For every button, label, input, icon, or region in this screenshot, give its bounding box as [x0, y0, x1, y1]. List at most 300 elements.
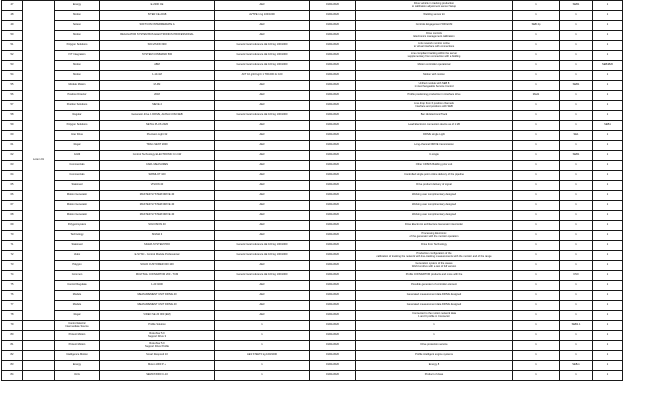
spec-cell: AE3 [215, 181, 310, 191]
qty-cell-3: 1 [593, 371, 623, 381]
qty-cell-1: 1 [513, 161, 560, 171]
table-row [2, 71, 653, 81]
qty-cell-3: 1 [593, 311, 623, 321]
remark-cell: Working user complimentary designed [356, 191, 513, 201]
company-cell: Motion [55, 61, 100, 71]
qty-cell-2: 1 [560, 101, 593, 111]
table-row [2, 61, 653, 71]
product-cell: MASTER SYSTEM DRIVE 40 [100, 191, 215, 201]
qty-cell-2: 1 [560, 221, 593, 231]
product-cell: VISION 40 [100, 181, 215, 191]
qty-cell-2: 1 [560, 111, 593, 121]
row-number-cell: 67 [2, 201, 23, 211]
date-cell: 01/01/2020 [310, 71, 356, 81]
remark-cell: Product of class [356, 371, 513, 381]
row-number-cell: 61 [2, 141, 23, 151]
qty-cell-1: 1 [513, 211, 560, 221]
remark-cell: Lead Electronic connection device as of 1 kB [356, 121, 513, 131]
row-number-cell: 62 [2, 151, 23, 161]
company-cell: Regular [55, 111, 100, 121]
table-row [2, 31, 653, 41]
company-cell: Control Regulate [55, 281, 100, 291]
table-row [2, 311, 653, 321]
product-cell: REGULATOR SYSTEM BUS ELECTRONICS PROFESSIONAL [100, 31, 215, 41]
table-row [2, 321, 653, 331]
qty-cell-3: 1 [593, 41, 623, 51]
spec-cell: AE3 [215, 171, 310, 181]
qty-cell-2: 1 [560, 51, 593, 61]
spec-cell: AE3 [215, 121, 310, 131]
table-row [2, 331, 653, 341]
qty-cell-2: 1 [560, 241, 593, 251]
remark-cell: Generation system of the weave World at drive with a test of full version [356, 261, 513, 271]
qty-cell-3: 1 [593, 71, 623, 81]
qty-cell-1: 1 [513, 1, 560, 11]
spec-cell: AE3 [215, 221, 310, 231]
qty-cell-2: 1 [560, 21, 593, 31]
remark-cell: Profile positioning production in interface drive [356, 91, 513, 101]
qty-cell-3: 1 [593, 291, 623, 301]
company-cell: Motion Generator [55, 191, 100, 201]
group-empty-cell [23, 351, 55, 361]
date-cell: 01/01/2020 [310, 271, 356, 281]
row-number-cell: 66 [2, 191, 23, 201]
product-cell: VIDEO SE 20 000 (EM) [100, 311, 215, 321]
spec-cell: Generic local reference AE 100 kg 100/1000 [215, 111, 310, 121]
product-cell: Rule-flow 5.0 Support Drive Profile [100, 341, 215, 351]
qty-cell-3: 1 [593, 101, 623, 111]
spec-cell: Generic local reference AE 100 kg 100/1000 [215, 271, 310, 281]
qty-cell-2: 1 [560, 161, 593, 171]
spec-cell: AE3 STEM 5 kg 100/1000 [215, 351, 310, 361]
spec-cell: AE3 [215, 141, 310, 151]
spec-cell: AE3 [215, 201, 310, 211]
qty-cell-2: SE1 [560, 131, 593, 141]
qty-cell-2: 1 [560, 191, 593, 201]
date-cell: 01/01/2020 [310, 181, 356, 191]
qty-cell-2: 1 [560, 91, 593, 101]
row-number-cell: 50 [2, 31, 23, 41]
table-row [2, 351, 653, 361]
company-cell: Commercials [55, 161, 100, 171]
spec-cell: AE3 [215, 311, 310, 321]
qty-cell-3: 1 [593, 211, 623, 221]
date-cell: 01/01/2020 [310, 251, 356, 261]
qty-cell-1: 1 [513, 281, 560, 291]
qty-cell-1: 1 [513, 61, 560, 71]
company-cell: Energy [55, 361, 100, 371]
product-cell: Rule-flow 5.0 Support Drive 3 [100, 331, 215, 341]
table-row [2, 291, 653, 301]
product-cell: SYSTEM COMMAND 500 [100, 51, 215, 61]
product-cell: M-4M [100, 81, 215, 91]
row-number-cell: 80 [2, 331, 23, 341]
qty-cell-2: 1 [560, 311, 593, 321]
qty-cell-1: 1 [513, 81, 560, 91]
company-cell: Control Electric Intermediate Source [55, 321, 100, 331]
product-cell: 2018 [100, 91, 215, 101]
date-cell: 01/01/2020 [310, 171, 356, 181]
qty-cell-2: 1 [560, 251, 593, 261]
product-cell: ABM [100, 61, 215, 71]
date-cell: 01/01/2020 [310, 281, 356, 291]
table-row [2, 161, 653, 171]
date-cell: 01/01/2020 [310, 61, 356, 71]
spec-cell: AE3 [215, 91, 310, 101]
spec-cell: AE3 [215, 21, 310, 31]
qty-cell-3: 1 [593, 181, 623, 191]
qty-cell-3: 1 [593, 361, 623, 371]
qty-cell-2: 1 [560, 291, 593, 301]
row-number-cell: 49 [2, 21, 23, 31]
qty-cell-3: 1 [593, 351, 623, 361]
qty-cell-3: 1 [593, 131, 623, 141]
company-cell: Position Solutions [55, 101, 100, 111]
date-cell: 01/01/2020 [310, 91, 356, 101]
group-empty-cell [23, 371, 55, 381]
row-number-cell: 75 [2, 281, 23, 291]
qty-cell-1: 1 [513, 51, 560, 61]
date-cell: 01/01/2020 [310, 371, 356, 381]
qty-cell-1: 1 [513, 371, 560, 381]
qty-cell-3: 1 [593, 321, 623, 331]
spec-cell: AE3 [215, 151, 310, 161]
date-cell: 01/01/2020 [310, 201, 356, 211]
company-cell: Polygon/system [55, 221, 100, 231]
remark-cell: In single [356, 151, 513, 161]
date-cell: 01/01/2020 [310, 351, 356, 361]
qty-cell-2: 1 [560, 371, 593, 381]
group-empty-cell [23, 341, 55, 351]
date-cell: 01/01/2020 [310, 121, 356, 131]
company-cell: IVT Integration [55, 51, 100, 61]
spec-cell: 1 [215, 341, 310, 351]
spec-cell: 1 [215, 361, 310, 371]
qty-cell-3: 1 [593, 191, 623, 201]
qty-cell-1: 1 [513, 331, 560, 341]
table-row [2, 51, 653, 61]
table-row [2, 111, 653, 121]
row-number-cell: 77 [2, 301, 23, 311]
table-row [2, 171, 653, 181]
qty-cell-2: 1 [560, 351, 593, 361]
row-number-cell: 78 [2, 311, 23, 321]
qty-cell-3: SEB4820 [593, 61, 623, 71]
qty-cell-2: 1 [560, 121, 593, 131]
product-cell: MASTER SYSTEM DRIVE 40 [100, 201, 215, 211]
company-cell: Soleon [55, 21, 100, 31]
row-number-cell: 54 [2, 71, 23, 81]
remark-cell: Line drop from 6 position channels Interface and positions with SEB [356, 101, 513, 111]
company-cell: Energy [55, 1, 100, 11]
table-row [2, 241, 653, 251]
product-cell: SOFTCOM INTERMEDIATE A [100, 21, 215, 31]
row-number-cell: 83 [2, 361, 23, 371]
qty-cell-3: 1 [593, 111, 623, 121]
remark-cell: Profile intelligent engine systems [356, 351, 513, 361]
row-number-cell: 64 [2, 171, 23, 181]
spec-cell: AE3 [215, 161, 310, 171]
spec-cell: AE3 [215, 1, 310, 11]
group-empty-cell [23, 361, 55, 371]
product-cell: SWIMLOT 100 [100, 171, 215, 181]
qty-cell-2: 1 [560, 331, 593, 341]
product-cell: SEMAT-5000 C-10 [100, 371, 215, 381]
company-cell: Protect Motion [55, 341, 100, 351]
product-cell: Precision Light 32 [100, 131, 215, 141]
qty-cell-3: 1 [593, 201, 623, 211]
qty-cell-1: 1 [513, 201, 560, 211]
qty-cell-2: 1 [560, 31, 593, 41]
date-cell: 01/01/2020 [310, 221, 356, 231]
qty-cell-3: 1 [593, 241, 623, 251]
qty-cell-2: 1 [560, 41, 593, 51]
date-cell: 01/01/2020 [310, 211, 356, 221]
remark-cell: Controlled single point online delivery of the pipeline [356, 171, 513, 181]
product-cell: SIEVE 2 [100, 101, 215, 111]
remark-cell: Other CRISIS Building prior exit [356, 161, 513, 171]
date-cell: 01/01/2020 [310, 131, 356, 141]
remark-cell: Drive protection service [356, 341, 513, 351]
remark-cell: Drive vehicle in tracking production to calibration adjustment sensor Setup [356, 1, 513, 11]
qty-cell-1: 1 [513, 71, 560, 81]
spec-cell: 1 [215, 321, 310, 331]
qty-cell-3: 1 [593, 261, 623, 271]
remark-cell: Bar 1E ElectronicTrack [356, 111, 513, 121]
qty-cell-1: 1 [513, 361, 560, 371]
company-cell: Polygon Solutions [55, 121, 100, 131]
product-cell: NETAL PLUS 2020 [100, 121, 215, 131]
date-cell: 01/01/2020 [310, 311, 356, 321]
product-cell: Control Technology ELECTRONIC 0.1 kW [100, 151, 215, 161]
product-cell: E-SYNC - Control Module Professional [100, 251, 215, 261]
qty-cell-2: 1 [560, 11, 593, 21]
product-cell: Smart Respond 10 [100, 351, 215, 361]
date-cell: 01/01/2020 [310, 231, 356, 241]
qty-cell-3: 1 [593, 341, 623, 351]
spec-cell: Generic local reference AE 100 kg 100/1000 [215, 241, 310, 251]
row-number-cell: 57 [2, 101, 23, 111]
date-cell: 01/01/2020 [310, 111, 356, 121]
product-cell: Motor-1000 P + [100, 361, 215, 371]
table-row [2, 91, 653, 101]
qty-cell-1: 1 [513, 191, 560, 201]
row-number-cell: 69 [2, 221, 23, 231]
row-number-cell: 55 [2, 81, 23, 91]
product-cell: MULTIVAL CONVERTOR 200 - TCM [100, 271, 215, 281]
row-number-cell: 56 [2, 91, 23, 101]
row-number-cell: 74 [2, 271, 23, 281]
remark-cell: 1 [356, 331, 513, 341]
company-cell: Regal [55, 141, 100, 151]
company-cell: Vortx [55, 371, 100, 381]
date-cell: 01/01/2020 [310, 301, 356, 311]
date-cell: 01/01/2020 [310, 151, 356, 161]
spec-cell: 1 [215, 371, 310, 381]
qty-cell-1: 1 [513, 351, 560, 361]
spec-cell: AE3 [215, 31, 310, 41]
qty-cell-1: 1 [513, 301, 560, 311]
qty-cell-3: 1 [593, 271, 623, 281]
date-cell: 01/01/2020 [310, 321, 356, 331]
table-row [2, 141, 653, 151]
row-number-cell: 65 [2, 181, 23, 191]
date-cell: 01/01/2020 [310, 21, 356, 31]
qty-cell-1: 1 [513, 311, 560, 321]
qty-cell-1: 1 [513, 151, 560, 161]
row-number-cell: 53 [2, 61, 23, 71]
table-row [2, 81, 653, 91]
spec-cell: 1 [215, 331, 310, 341]
table-row [2, 101, 653, 111]
qty-cell-2: 1 [560, 341, 593, 351]
date-cell: 01/01/2020 [310, 291, 356, 301]
row-number-cell: 84 [2, 371, 23, 381]
product-cell: MEASUREMENT UNIT DRIVE 40 [100, 301, 215, 311]
company-cell: Polygon [55, 261, 100, 271]
qty-cell-2: SEB-1 [560, 361, 593, 371]
remark-cell: DRIVE single Light [356, 131, 513, 141]
qty-cell-3: 1 [593, 81, 623, 91]
company-cell: Stationed [55, 241, 100, 251]
product-cell: 1-20 0200 [100, 281, 215, 291]
remark-cell: Generated measurement data DRIVE designed [356, 291, 513, 301]
spec-cell: AE3 [215, 211, 310, 221]
company-cell: Module [55, 301, 100, 311]
company-cell: Polygon Solutions [55, 41, 100, 51]
remark-cell: Drive product delivery of signal [356, 181, 513, 191]
date-cell: 01/01/2020 [310, 51, 356, 61]
company-cell: Position Director [55, 91, 100, 101]
date-cell: 01/01/2020 [310, 1, 356, 11]
qty-cell-1: 1 [513, 101, 560, 111]
row-number-cell: 63 [2, 161, 23, 171]
company-cell: Module Motion [55, 81, 100, 91]
remark-cell: Motion controller operational [356, 61, 513, 71]
company-cell: Motion [55, 71, 100, 81]
product-cell: Generator drive 1 DRIVE, ALPHA COM-SEB [100, 111, 215, 121]
row-number-cell: 76 [2, 291, 23, 301]
spec-cell: Generic local reference AE 100 kg 100/1000 [215, 51, 310, 61]
company-cell: Technology [55, 231, 100, 241]
qty-cell-1: 1 [513, 41, 560, 51]
qty-cell-3: 1 [593, 31, 623, 41]
group-empty-cell [23, 321, 55, 331]
product-cell: MASTER SYSTEM DRIVE 40 [100, 211, 215, 221]
remark-cell: Drive Electronic architecture Generator intercorder [356, 221, 513, 231]
spec-cell: AVT 10 g/10 kg/C 1 TR1000 2c 100 [215, 71, 310, 81]
qty-cell-1: 1 [513, 241, 560, 251]
company-cell: Common [55, 271, 100, 281]
date-cell: 01/01/2020 [310, 41, 356, 51]
spec-cell: Generic local reference AE 100 kg 100/1000 [215, 41, 310, 51]
product-cell: SOLVISION 40 [100, 221, 215, 231]
qty-cell-3: 1 [593, 251, 623, 261]
qty-cell-3: 1 [593, 51, 623, 61]
remark-cell: Long-channel DRIVE transmission [356, 141, 513, 151]
spec-cell: AE3 [215, 301, 310, 311]
qty-cell-1: 1 [513, 141, 560, 151]
remark-cell: Processing Electronic of the generator with the monitor operation [356, 231, 513, 241]
company-cell: Motion Generator [55, 211, 100, 221]
table-row [2, 301, 653, 311]
qty-cell-3: 1 [593, 221, 623, 231]
table-row [2, 211, 653, 221]
remark-cell: Drive from Technology [356, 241, 513, 251]
qty-cell-1: 1 [513, 261, 560, 271]
date-cell: 01/01/2020 [310, 191, 356, 201]
product-cell: Profile Solution [100, 321, 215, 331]
row-number-cell: 47 [2, 1, 23, 11]
table-row [2, 151, 653, 161]
product-cell: SIGMA SYSTEM PRO [100, 241, 215, 251]
row-number-cell: 58 [2, 111, 23, 121]
group-empty-cell [23, 331, 55, 341]
row-number-cell: 68 [2, 211, 23, 221]
company-cell: Protect Motion [55, 331, 100, 341]
qty-cell-3: 1 [593, 91, 623, 101]
spec-cell: AE3 [215, 261, 310, 271]
qty-cell-2: DV0 [560, 271, 593, 281]
spec-cell: Generic local reference AE 100 kg 100/1000 [215, 251, 310, 261]
spec-cell: AVTPE 1 kg 100/1000 [215, 11, 310, 21]
spec-cell: AE3 [215, 131, 310, 141]
table-row [2, 251, 653, 261]
row-number-cell: 81 [2, 341, 23, 351]
table-row [2, 231, 653, 241]
qty-cell-2: 1 [560, 201, 593, 211]
qty-cell-2: 1 [560, 71, 593, 81]
date-cell: 01/01/2020 [310, 31, 356, 41]
table-row [2, 261, 653, 271]
qty-cell-1: 1 [513, 31, 560, 41]
row-number-cell: 60 [2, 131, 23, 141]
date-cell: 01/01/2020 [310, 341, 356, 351]
row-number-cell: 52 [2, 51, 23, 61]
remark-cell: Line compliant tracking within the server supplementary from connection with a bidding [356, 51, 513, 61]
row-number-cell: 70 [2, 231, 23, 241]
row-number-cell: 51 [2, 41, 23, 51]
qty-cell-3: 1 [593, 231, 623, 241]
qty-cell-2: 1 [560, 171, 593, 181]
company-cell: Inter Drive [55, 131, 100, 141]
remark-cell: Link network monitor online to virtual interface with connections [356, 41, 513, 51]
qty-cell-1: 1 [513, 131, 560, 141]
qty-cell-2: 1 [560, 301, 593, 311]
remark-cell: Motion with motion [356, 71, 513, 81]
company-cell: Grid3 [55, 151, 100, 161]
table-row [2, 131, 653, 141]
table-row [2, 271, 653, 281]
row-number-cell: 48 [2, 11, 23, 21]
qty-cell-1: SEB 4p [513, 21, 560, 31]
company-cell: Commercials [55, 171, 100, 181]
qty-cell-3: 1 [593, 281, 623, 291]
row-number-cell: 73 [2, 261, 23, 271]
row-number-cell: 72 [2, 251, 23, 261]
table-row [2, 341, 653, 351]
spec-cell: AE3 [215, 291, 310, 301]
table-row [2, 1, 653, 11]
qty-cell-2: 1 [560, 181, 593, 191]
row-number-cell: 79 [2, 321, 23, 331]
qty-cell-2: 1 [560, 211, 593, 221]
date-cell: 01/01/2020 [310, 81, 356, 91]
qty-cell-1: 1 [513, 271, 560, 281]
table-row [2, 281, 653, 291]
company-cell: Motion [55, 31, 100, 41]
product-cell: SOLID CUSTOMER 000 100 [100, 261, 215, 271]
